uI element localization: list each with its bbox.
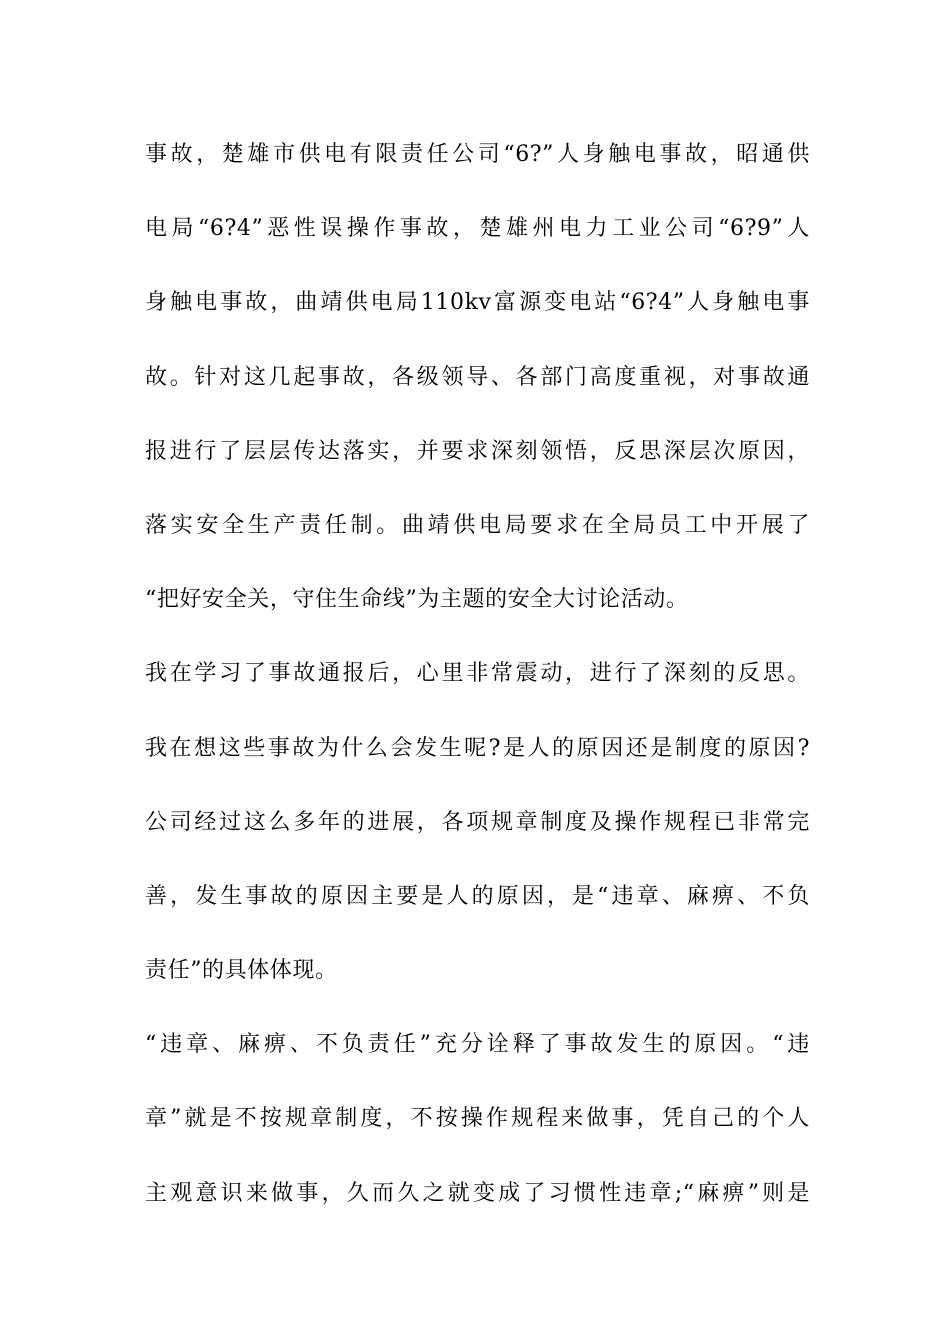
text-line-12: 责任”的具体体现。: [145, 958, 338, 984]
text-line-2: 电局“6?4”恶性误操作事故，楚雄州电力工业公司“6?9”人: [145, 216, 810, 242]
text-line-13: “违章、麻痹、不负责任”充分诠释了事故发生的原因。“违: [145, 1032, 810, 1058]
text-line-8: 我在学习了事故通报后，心里非常震动，进行了深刻的反思。: [145, 661, 810, 687]
text-line-1: 事故，楚雄市供电有限责任公司“6?”人身触电事故，昭通供: [145, 142, 810, 167]
body-text: [145, 128, 810, 1221]
text-line-15: 主观意识来做事，久而久之就变成了习惯性违章;“麻痹”则是: [145, 1180, 810, 1206]
text-line-10: 公司经过这么多年的进展，各项规章制度及操作规程已非常完: [145, 809, 810, 835]
text-line-7: “把好安全关，守住生命线”为主题的安全大讨论活动。: [145, 587, 689, 613]
text-line-6: 落实安全生产责任制。曲靖供电局要求在全局员工中开展了: [145, 512, 810, 538]
text-line-14: 章”就是不按规章制度，不按操作规程来做事，凭自己的个人: [145, 1106, 810, 1132]
text-line-4: 故。针对这几起事故，各级领导、各部门高度重视，对事故通: [145, 364, 810, 390]
text-line-5: 报进行了层层传达落实，并要求深刻领悟，反思深层次原因，: [145, 438, 810, 464]
text-line-9: 我在想这些事故为什么会发生呢?是人的原因还是制度的原因?: [145, 735, 810, 761]
text-line-3: 身触电事故，曲靖供电局110kv富源变电站“6?4”人身触电事: [145, 290, 810, 316]
text-line-11: 善，发生事故的原因主要是人的原因，是“违章、麻痹、不负: [145, 883, 810, 909]
